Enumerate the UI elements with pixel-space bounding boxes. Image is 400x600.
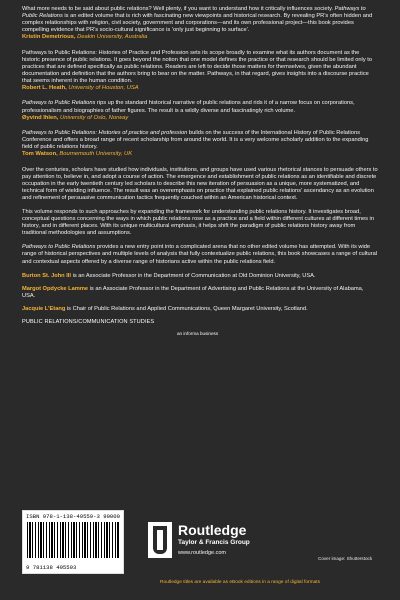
review-2 xyxy=(22,50,378,93)
review-affiliation: University of Houston, USA xyxy=(68,85,139,92)
review-text: rips up the standard historical narrative of public relations and rids it of a narrow focus on corporations, professionalism and biographies of father figures. The result is a wildly diverse and fascinatingly rich volume. xyxy=(22,100,355,114)
review-3 xyxy=(22,100,378,121)
review-author: Tom Watson, Bournemouth University, UK xyxy=(22,151,133,158)
publisher-group: Taylor & Francis Group xyxy=(178,539,250,546)
barcode-digits: 9 781138 495593 xyxy=(26,564,77,571)
publisher-brand: Routledge xyxy=(178,522,247,538)
business-tagline: an informa business xyxy=(177,331,219,336)
barcode-bars xyxy=(27,522,119,558)
review-affiliation: Deakin University, Australia xyxy=(77,34,148,41)
ebook-note: Routledge titles are available as eBook editions in a range of digital formats xyxy=(160,580,320,585)
routledge-logo-icon xyxy=(148,522,172,558)
editor-name: Burton St. John III xyxy=(22,272,71,279)
subject-category: PUBLIC RELATIONS/COMMUNICATION STUDIES xyxy=(22,319,155,325)
isbn-number: ISBN 978-1-138-49559-3 xyxy=(26,513,100,520)
barcode xyxy=(22,510,124,574)
review-affiliation: Bournemouth University, UK xyxy=(59,151,133,158)
price-code: 90000 xyxy=(103,513,121,520)
description-paragraph: Over the centuries, scholars have studied how individuals, institutions, and groups have used various rhetorical stances to persuade others to pay attention to, believe in, and adopt a course of action. The emergence and establishment of public relations as an identifiable and discrete occupation in the early twentieth century led scholars to describe this new iteration of persuasion as a unique, more systematized, and technical form of wielding influence. The result was an overemphasis on practice that explained public relations’ ascendancy as an evolution and refinement of persuasive communication tactics frequently couched within an American historical context. xyxy=(22,166,378,201)
editor-bio: Margot Opdycke Lamme is an Associate Professor in the Department of Advertising and Public Relations at the University of Alabama, USA. xyxy=(22,285,364,299)
review-title: Pathways to Public Relations: Histories of practice and profession xyxy=(22,129,188,136)
back-cover xyxy=(22,6,378,336)
publisher-logo xyxy=(148,522,268,562)
review-title: Pathways to Public Relations xyxy=(22,6,366,20)
description-title: Pathways to Public Relations xyxy=(22,244,96,251)
publisher-url: www.routledge.com xyxy=(178,550,226,556)
review-text: is an edited volume that is rich with fascinating new viewpoints and historical research. By revealing PR’s often hidden and complex relationships with religion, civil society, government and corporations—and its own professional project—this book provides compelling evidence that PR’s socio-cultural significance is ‘only just beginning to surface’. xyxy=(22,13,373,34)
editor-bio: Burton St. John III is an Associate Professor in the Department of Communication at Old Dominion University, USA. xyxy=(22,272,316,279)
review-text: What more needs to be said about public relations? Well plenty, if you want to understand how it critically influences society. xyxy=(22,6,335,12)
review-author: Kristin Demetrious, Deakin University, Australia xyxy=(22,34,148,41)
editor-name: Margot Opdycke Lamme xyxy=(22,285,89,292)
review-1 xyxy=(22,6,378,42)
review-affiliation: University of Oslo, Norway xyxy=(60,114,129,121)
editor-bio: Jacquie L’Etang is Chair of Public Relations and Applied Communications, Queen Margaret University, Scotland. xyxy=(22,305,308,312)
review-text: builds on the success of the International History of Public Relations Conference and offers a broad range of recent scholarship from around the world. It is a very welcome scholarly addition to the expanding field of public relations history. xyxy=(22,129,369,151)
cover-image-credit: Cover image: Shutterstock xyxy=(318,556,373,561)
description-paragraph: Pathways to Public Relations provides a new entry point into a complicated arena that no other edited volume has attempted. With its wide range of historical perspectives and multiple levels of analysis that fully contextualize public relations, this book showcases a range of cultural and contextual aspects offered by a diverse range of historians active within the public relations field. xyxy=(22,244,378,265)
editor-name: Jacquie L’Etang xyxy=(22,305,66,312)
description-paragraph: This volume responds to such approaches by expanding the framework for understanding public relations history. It investigates broad, conceptual questions concerning the ways in which public relations rose as a practice and a field within different cultures at different times in history, and in different places. With its unique multicultural emphasis, it helps shift the paradigm of public relations history away from traditional methodologies and assumptions. xyxy=(22,208,374,237)
review-title: Pathways to Public Relations xyxy=(22,100,96,107)
review-author: Øyvind Ihlen, University of Oslo, Norway xyxy=(22,114,129,121)
review-author: Robert L. Heath, University of Houston, USA xyxy=(22,85,139,92)
review-4 xyxy=(22,130,378,159)
review-text: Pathways to Public Relations: Histories of Practice and Profession sets its scope broadly to examine what its authors document as the historic presence of public relations. It goes beyond the notion that one model defines the practice or that research should be limited only to practices that are defined specifically as public relations. Readers are left to decide those matters for themselves, given the abundant documentation and definition that the authors bring to bear on the matter. Pathways, in that regard, gives insights into a discourse practice that seems inherent in the human condition. xyxy=(22,49,372,85)
